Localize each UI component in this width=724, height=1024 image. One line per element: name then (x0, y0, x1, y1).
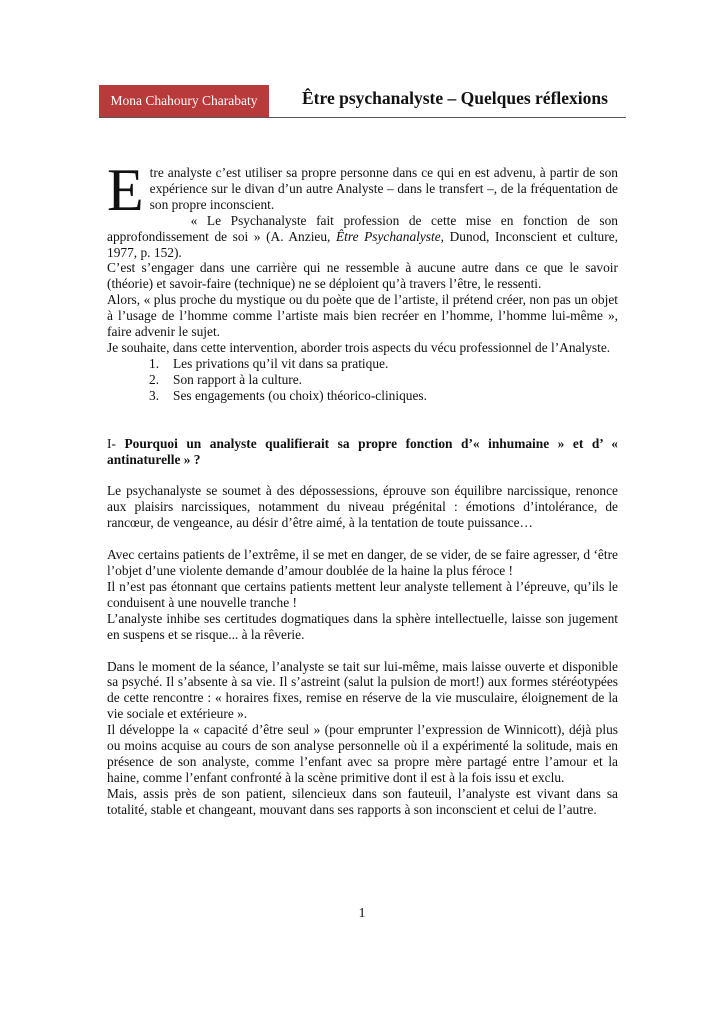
intro-paragraph-1 (107, 157, 618, 223)
section-paragraph: L’analyste inhibe ses certitudes dogmatiques dans la sphère intellectuelle, laisse son jugement en suspens et se risque... à la rêverie. (107, 610, 618, 642)
section-paragraph: Dans le moment de la séance, l’analyste se tait sur lui-même, mais laisse ouverte et disponible sa psyché. Il s’absente à sa vie. Il s’astreint (salut la pulsion de mort!) aux formes stéréotypées de cette rencontre : « horaires fixes, remise en réserve de la vie musculaire, éloignement de la vie sociale et extérieure ». (107, 658, 618, 722)
intro-paragraph-3: C’est s’engager dans une carrière qui ne ressemble à aucune autre dans ce que le savoir (théorie) et savoir-faire (technique) ne se déploient qu’à travers l’être, le ressenti. (107, 260, 618, 292)
list-text: Son rapport à la culture. (173, 371, 303, 387)
list-text: Ses engagements (ou choix) théorico-cliniques. (173, 387, 427, 403)
section-paragraph: Il développe la « capacité d’être seul » (pour emprunter l’expression de Winnicott), déjà plus ou moins acquise au cours de son analyse personnelle où il a expérimenté la solitude, mais en présence de son analyste, comme l’enfant avec sa propre mère partagé entre l’amour et la haine, comme l’enfant confronté à la scène primitive dont il est à la fois issu et exclu. (107, 722, 618, 785)
section-number: I- (107, 435, 125, 451)
list-item (149, 372, 618, 388)
list-number: 1. (149, 355, 160, 371)
section-paragraph: Mais, assis près de son patient, silencieux dans son fauteuil, l’analyste est vivant dans sa totalité, stable et changeant, mouvant dans ses rapports à son inconscient et celui de l’autre. (107, 785, 618, 817)
list-number: 3. (149, 387, 160, 403)
section-paragraph: Avec certains patients de l’extrême, il se met en danger, de se vider, de se faire agresser, d ‘être l’objet d’une violente demande d’amour doublée de la haine la plus féroce ! (107, 547, 618, 579)
section-paragraph: Il n’est pas étonnant que certains patients mettent leur analyste tellement à l’épreuve, qu’ils le conduisent à une nouvelle tranche ! (107, 578, 618, 610)
drop-cap: E (107, 157, 144, 223)
list-number: 2. (149, 371, 160, 387)
author-label: Mona Chahoury Charabaty (99, 85, 269, 117)
header-divider (99, 117, 626, 118)
section-title: Pourquoi un analyste qualifierait sa propre fonction d’« inhumaine » et d’ « antinaturelle » ? (107, 435, 618, 467)
intro-text: tre analyste c’est utiliser sa propre personne dans ce qui en est advenu, à partir de son expérience sur le divan d’un autre Analyste – dans le transfert –, de la fréquentation de son propre inconscient. (149, 165, 618, 212)
intro-paragraph-4: Alors, « plus proche du mystique ou du poète que de l’artiste, il prétend créer, non pas un objet à l’usage de l’homme comme l’artiste mais bien recréer en l’homme, l’homme lui-même », faire advenir le sujet. (107, 292, 618, 340)
document-title: Être psychanalyste – Quelques réflexions (302, 88, 608, 108)
quote-citation: Dunod, Inconscient et culture, 1977, p. 152). (107, 228, 618, 260)
section-heading (107, 436, 618, 468)
quote-text: « Le Psychanalyste fait profession de cette mise en fonction de son approfondissement de soi » (A. Anzieu, (107, 212, 618, 244)
anzieu-quote (107, 213, 618, 261)
aspects-list (107, 356, 618, 404)
list-text: Les privations qu’il vit dans sa pratique. (173, 355, 389, 371)
list-item (149, 356, 618, 372)
page-number: 1 (358, 906, 366, 921)
list-item (149, 388, 618, 404)
intro-paragraph-5: Je souhaite, dans cette intervention, aborder trois aspects du vécu professionnel de l’Analyste. (107, 339, 611, 355)
document-body (107, 157, 618, 818)
book-title: Être Psychanalyste, (335, 228, 445, 244)
section-paragraph: Le psychanalyste se soumet à des dépossessions, éprouve son équilibre narcissique, renonce aux plaisirs narcissiques, notamment du niveau prégénital : émotions d’intolérance, de rancœur, de vengeance, au désir d’être aimé, à la tentation de toute puissance… (107, 483, 618, 531)
